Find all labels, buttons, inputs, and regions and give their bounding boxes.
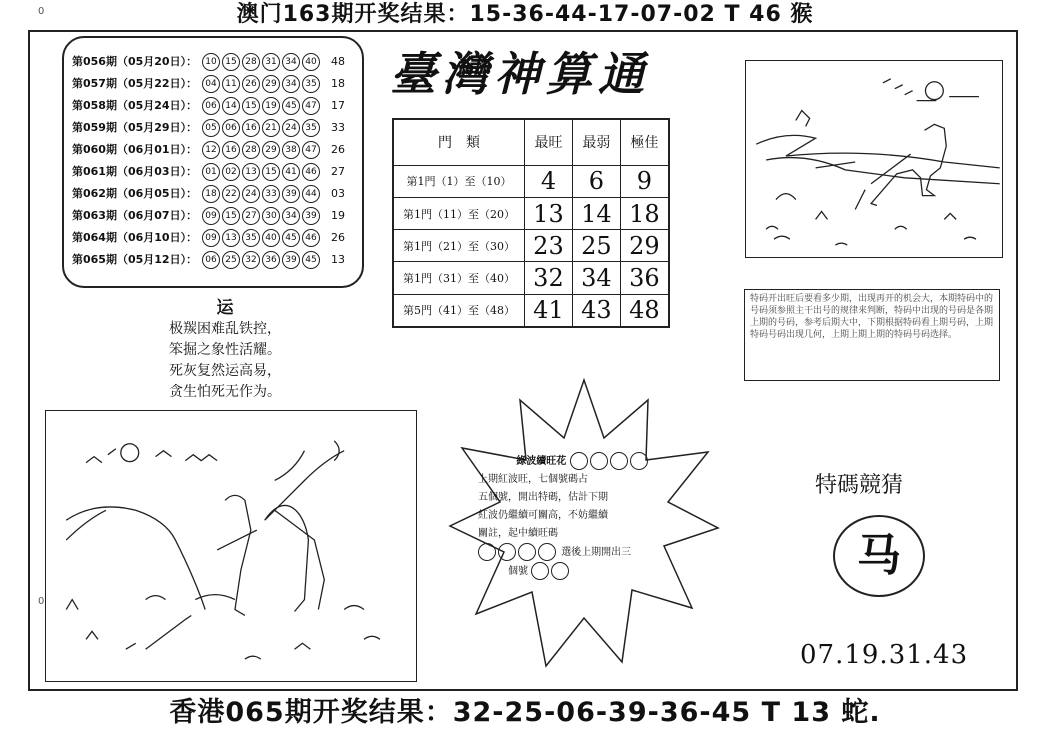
number-ball: 10: [202, 53, 220, 71]
number-ball: 45: [282, 229, 300, 247]
gate-value: 34: [572, 262, 620, 294]
number-ball: 46: [302, 229, 320, 247]
farmer-illustration: [745, 60, 1003, 258]
number-ball: 46: [302, 163, 320, 181]
margin-mark: 0: [38, 6, 45, 17]
history-label: 第057期（05月22日）：: [72, 77, 198, 90]
gate-value: 43: [572, 294, 620, 327]
analysis-textbox: 特码开出旺后要看多少期，出现再开的机会大，本期特码中的号码须参照主干出号的规律来判断，特码中出现的号码是各期上期的号码，参考后期大中，下期根据特码看上期号码，上期特码号码出现几何，上期上期上期的特码号码选择。: [744, 289, 1000, 381]
page-title: 臺灣神算通: [390, 47, 650, 101]
gate-value: 41: [525, 294, 573, 327]
number-ball: 11: [222, 75, 240, 93]
star-line: 關註，起中續旺碼: [478, 528, 558, 539]
number-ball: 34: [282, 75, 300, 93]
history-row: [72, 96, 348, 116]
number-ball: 04: [202, 75, 220, 93]
number-ball: 44: [302, 185, 320, 203]
special-number: 33: [331, 121, 345, 134]
history-label: 第058期（05月24日）：: [72, 99, 198, 112]
special-guess-label: 特碼競猜: [815, 473, 904, 498]
history-label: 第063期（06月07日）：: [72, 209, 198, 222]
number-ball: 15: [222, 207, 240, 225]
number-ball: 25: [222, 251, 240, 269]
star-line: 上期紅波旺，七個號碼占: [478, 474, 588, 485]
gate-value: 18: [620, 197, 669, 229]
history-label: 第065期（05月12日）：: [72, 253, 198, 266]
gate-row: [393, 262, 669, 294]
number-ball: 29: [262, 75, 280, 93]
star-heading: 綠波續旺花: [516, 456, 567, 467]
number-ball: 39: [302, 207, 320, 225]
number-ball: 28: [242, 53, 260, 71]
number-ball: 35: [242, 229, 260, 247]
number-ball: 15: [222, 53, 240, 71]
col-header: 門 類: [393, 119, 525, 165]
gate-label: 第1門（31）至（40）: [393, 262, 525, 294]
number-ball: 31: [262, 53, 280, 71]
number-ball: 15: [262, 163, 280, 181]
number-ball: 26: [242, 75, 260, 93]
gate-value: 9: [620, 165, 669, 197]
macau-result-header: 澳门163期开奖结果：15-36-44-17-07-02 T 46 猴: [236, 2, 814, 27]
number-ball: 09: [202, 207, 220, 225]
gate-value: 13: [525, 197, 573, 229]
gate-row: [393, 197, 669, 229]
blank-ball: [551, 562, 569, 580]
gate-value: 36: [620, 262, 669, 294]
special-number: 17: [331, 99, 345, 112]
gate-value: 23: [525, 230, 573, 262]
guess-numbers: 07.19.31.43: [800, 640, 969, 670]
number-ball: 06: [202, 97, 220, 115]
col-header: 極佳: [620, 119, 669, 165]
number-ball: 16: [222, 141, 240, 159]
gate-table-header: [393, 119, 669, 165]
history-label: 第062期（06月05日）：: [72, 187, 198, 200]
gate-value: 6: [572, 165, 620, 197]
history-row: [72, 162, 348, 182]
fortune-poem: [150, 298, 300, 403]
hongkong-result-footer: 香港065期开奖结果：32-25-06-39-36-45 T 13 蛇.: [169, 697, 881, 728]
history-row: [72, 52, 348, 72]
number-ball: 15: [242, 97, 260, 115]
special-number: 03: [331, 187, 345, 200]
number-ball: 09: [202, 229, 220, 247]
number-ball: 16: [242, 119, 260, 137]
number-ball: 33: [262, 185, 280, 203]
number-ball: 13: [222, 229, 240, 247]
number-ball: 35: [302, 75, 320, 93]
history-label: 第056期（05月20日）：: [72, 55, 198, 68]
poem-line: 死灰复然运高易，: [169, 363, 281, 379]
number-ball: 34: [282, 53, 300, 71]
special-number: 27: [331, 165, 345, 178]
history-label: 第064期（06月10日）：: [72, 231, 198, 244]
number-ball: 34: [282, 207, 300, 225]
gate-value: 25: [572, 230, 620, 262]
number-ball: 05: [202, 119, 220, 137]
gate-value: 14: [572, 197, 620, 229]
history-row: [72, 228, 348, 248]
number-ball: 32: [242, 251, 260, 269]
blank-ball: [498, 543, 516, 561]
blank-ball: [478, 543, 496, 561]
blank-ball: [531, 562, 549, 580]
star-line: 五個號，開出特碼，估計下期: [478, 492, 608, 503]
history-row: [72, 140, 348, 160]
number-ball: 29: [262, 141, 280, 159]
poem-line: 极羰困难乱铁控，: [169, 321, 281, 337]
guess-answer: 马: [833, 515, 925, 597]
col-header: 最旺: [525, 119, 573, 165]
number-ball: 47: [302, 141, 320, 159]
blank-ball: [590, 452, 608, 470]
gate-label: 第1門（1）至（10）: [393, 165, 525, 197]
number-ball: 22: [222, 185, 240, 203]
star-tail: 選後上期開出三: [561, 547, 632, 558]
history-row: [72, 74, 348, 94]
history-row: [72, 184, 348, 204]
number-ball: 47: [302, 97, 320, 115]
special-number: 26: [331, 143, 345, 156]
draw-history-panel: [62, 36, 364, 288]
number-ball: 02: [222, 163, 240, 181]
number-ball: 14: [222, 97, 240, 115]
gate-value: 29: [620, 230, 669, 262]
star-line: 紅波仍繼續可關高，不妨繼續: [478, 510, 608, 521]
number-ball: 41: [282, 163, 300, 181]
gate-row: [393, 165, 669, 197]
gate-label: 第5門（41）至（48）: [393, 294, 525, 327]
gate-value: 48: [620, 294, 669, 327]
number-ball: 38: [282, 141, 300, 159]
blank-ball: [538, 543, 556, 561]
gate-label: 第1門（21）至（30）: [393, 230, 525, 262]
blank-ball: [630, 452, 648, 470]
number-ball: 30: [262, 207, 280, 225]
margin-mark: 0: [38, 596, 45, 607]
gate-row: [393, 230, 669, 262]
history-label: 第059期（05月29日）：: [72, 121, 198, 134]
gate-value: 4: [525, 165, 573, 197]
starburst-text: [478, 452, 688, 581]
special-number: 18: [331, 77, 345, 90]
history-row: [72, 118, 348, 138]
blank-ball: [610, 452, 628, 470]
col-header: 最弱: [572, 119, 620, 165]
number-ball: 18: [202, 185, 220, 203]
gate-table: [392, 118, 670, 328]
number-ball: 19: [262, 97, 280, 115]
poem-line: 笨掘之象性活耀。: [169, 342, 281, 358]
number-ball: 28: [242, 141, 260, 159]
number-ball: 24: [242, 185, 260, 203]
number-ball: 40: [302, 53, 320, 71]
number-ball: 40: [262, 229, 280, 247]
blank-ball: [518, 543, 536, 561]
history-label: 第060期（06月01日）：: [72, 143, 198, 156]
history-label: 第061期（06月03日）：: [72, 165, 198, 178]
blank-ball: [570, 452, 588, 470]
number-ball: 27: [242, 207, 260, 225]
number-ball: 45: [302, 251, 320, 269]
gate-label: 第1門（11）至（20）: [393, 197, 525, 229]
number-ball: 39: [282, 185, 300, 203]
special-number: 26: [331, 231, 345, 244]
number-ball: 36: [262, 251, 280, 269]
number-ball: 45: [282, 97, 300, 115]
number-ball: 21: [262, 119, 280, 137]
special-number: 19: [331, 209, 345, 222]
number-ball: 35: [302, 119, 320, 137]
gate-value: 32: [525, 262, 573, 294]
poem-line: 贪生怕死无作为。: [169, 384, 281, 400]
history-row: [72, 250, 348, 270]
gate-row: [393, 294, 669, 327]
number-ball: 12: [202, 141, 220, 159]
history-row: [72, 206, 348, 226]
poem-heading: 运: [216, 298, 234, 318]
number-ball: 39: [282, 251, 300, 269]
number-ball: 01: [202, 163, 220, 181]
number-ball: 13: [242, 163, 260, 181]
number-ball: 24: [282, 119, 300, 137]
old-men-illustration: [45, 410, 417, 682]
special-number: 13: [331, 253, 345, 266]
number-ball: 06: [202, 251, 220, 269]
star-tail: 個號: [508, 566, 528, 577]
number-ball: 06: [222, 119, 240, 137]
special-number: 48: [331, 55, 345, 68]
